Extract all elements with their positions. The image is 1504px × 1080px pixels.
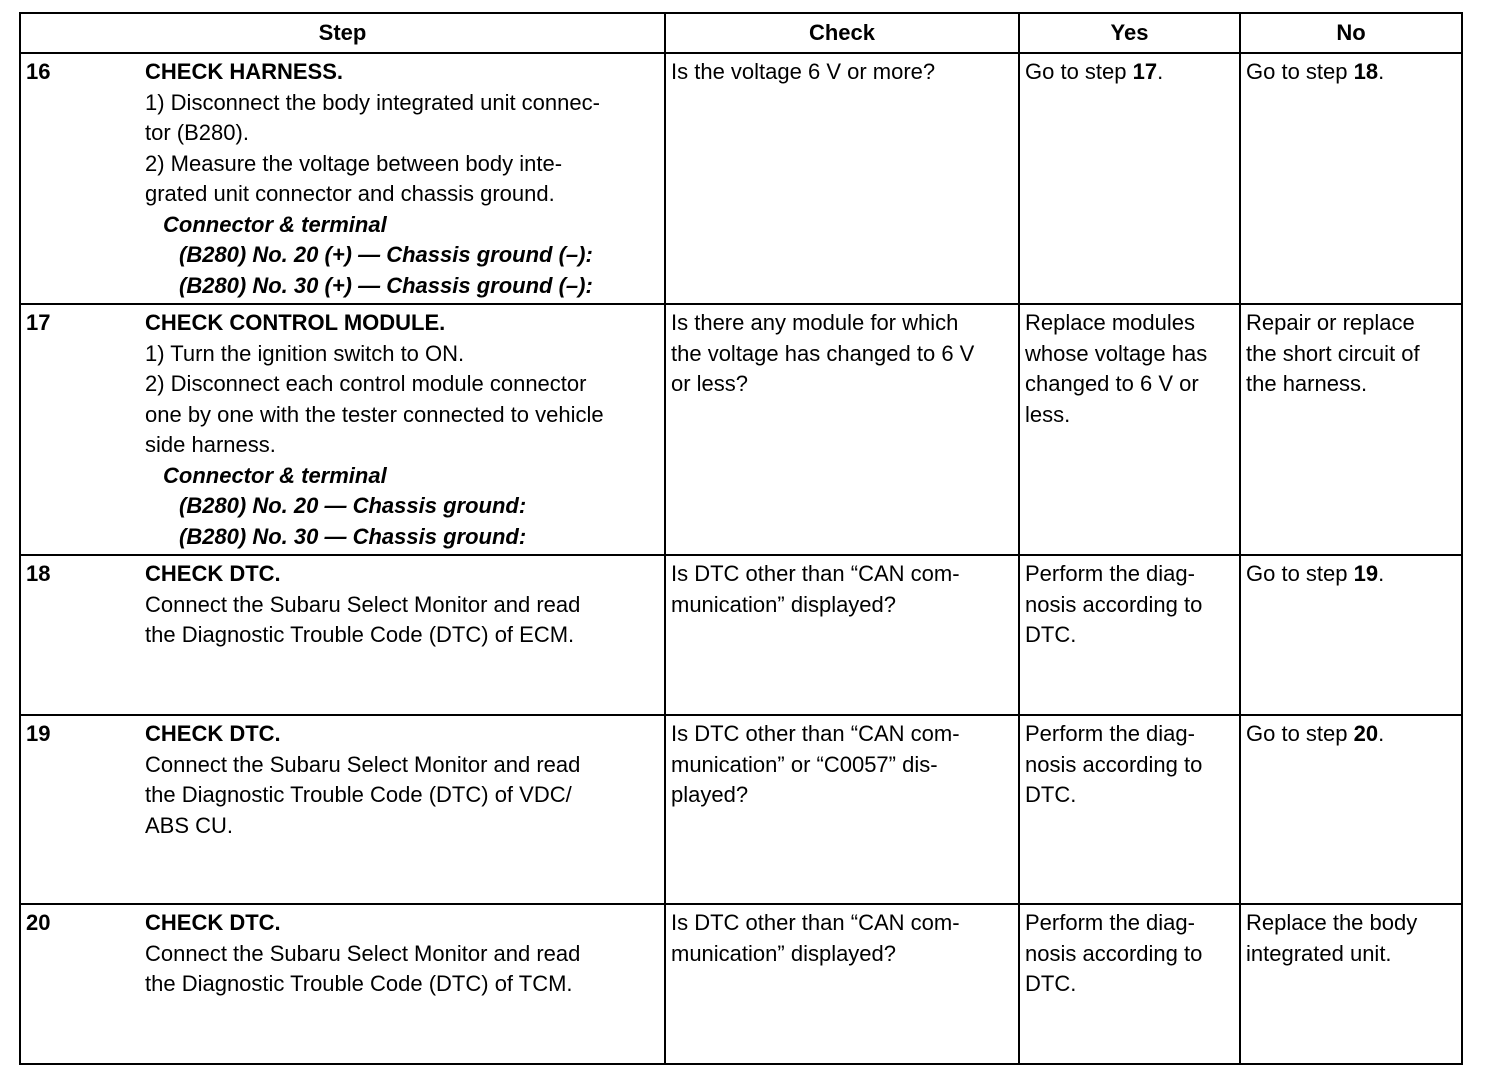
yes-line: nosis according to: [1025, 751, 1203, 777]
header-no: No: [1240, 13, 1462, 53]
check-line: munication” or “C0057” dis-: [671, 751, 938, 777]
step-title: CHECK DTC.: [145, 561, 281, 586]
yes-cell: [1019, 304, 1240, 555]
header-check: Check: [665, 13, 1019, 53]
step-line: Connect the Subaru Select Monitor and read: [145, 751, 581, 777]
check-line: Is DTC other than “CAN com-: [671, 561, 960, 586]
step-cell: [20, 53, 665, 304]
terminal-spec: (B280) No. 30 (+) — Chassis ground (–):: [179, 272, 593, 298]
step-line: tor (B280).: [145, 120, 249, 145]
check-cell: [665, 715, 1019, 904]
no-cell: [1240, 304, 1462, 555]
no-suffix: .: [1378, 721, 1385, 746]
table-row: [20, 555, 1462, 715]
check-line: played?: [671, 782, 749, 807]
step-line: grated unit connector and chassis ground.: [145, 181, 555, 206]
check-line: munication” displayed?: [671, 591, 897, 617]
header-row: [20, 13, 1462, 53]
step-cell: [20, 304, 665, 555]
diagnostic-table: [19, 12, 1463, 1065]
table-row: [20, 53, 1462, 304]
check-cell: [665, 904, 1019, 1064]
header-yes: Yes: [1019, 13, 1240, 53]
step-line: Connect the Subaru Select Monitor and read: [145, 591, 581, 617]
step-line: 2) Measure the voltage between body inte-: [145, 150, 563, 176]
check-line: Is DTC other than “CAN com-: [671, 721, 960, 746]
step-line: Connect the Subaru Select Monitor and read: [145, 940, 581, 966]
no-line: integrated unit.: [1246, 940, 1392, 966]
no-text: Go to step: [1246, 721, 1354, 746]
yes-line: DTC.: [1025, 622, 1077, 647]
no-line: the short circuit of: [1246, 340, 1420, 366]
step-line: the Diagnostic Trouble Code (DTC) of ECM.: [145, 622, 575, 647]
step-line: 1) Disconnect the body integrated unit connec-: [145, 89, 600, 115]
check-cell: [665, 555, 1019, 715]
no-suffix: .: [1378, 59, 1385, 84]
no-step-ref: 18: [1353, 59, 1379, 84]
check-line: munication” displayed?: [671, 940, 897, 966]
step-cell: [20, 904, 665, 1064]
connector-label: Connector & terminal: [163, 462, 387, 488]
yes-line: Perform the diag-: [1025, 721, 1195, 746]
step-number: 18: [26, 561, 51, 586]
yes-cell: [1019, 555, 1240, 715]
yes-line: DTC.: [1025, 782, 1077, 807]
no-cell: [1240, 53, 1462, 304]
yes-line: Perform the diag-: [1025, 910, 1195, 935]
no-text: Go to step: [1246, 561, 1354, 586]
step-line: one by one with the tester connected to vehicle: [145, 401, 604, 427]
no-suffix: .: [1378, 561, 1385, 586]
connector-label: Connector & terminal: [163, 211, 387, 237]
check-cell: [665, 53, 1019, 304]
no-cell: [1240, 904, 1462, 1064]
step-line: the Diagnostic Trouble Code (DTC) of TCM.: [145, 971, 573, 996]
yes-line: nosis according to: [1025, 940, 1203, 966]
yes-cell: [1019, 904, 1240, 1064]
no-cell: [1240, 715, 1462, 904]
step-number: 16: [26, 59, 51, 84]
step-number: 19: [26, 721, 51, 746]
check-cell: [665, 304, 1019, 555]
no-step-ref: 20: [1353, 721, 1379, 746]
no-line: Repair or replace: [1246, 310, 1415, 335]
yes-step-ref: 17: [1132, 59, 1158, 84]
terminal-spec: (B280) No. 30 — Chassis ground:: [179, 523, 527, 549]
no-step-ref: 19: [1353, 561, 1379, 586]
yes-line: less.: [1025, 401, 1071, 427]
no-line: Replace the body: [1246, 910, 1418, 935]
terminal-spec: (B280) No. 20 (+) — Chassis ground (–):: [179, 242, 593, 267]
check-line: Is there any module for which: [671, 310, 959, 335]
step-cell: [20, 715, 665, 904]
step-number: 20: [26, 910, 51, 935]
table-row: [20, 904, 1462, 1064]
terminal-spec: (B280) No. 20 — Chassis ground:: [179, 493, 527, 518]
table-row: [20, 304, 1462, 555]
check-text: Is the voltage 6 V or more?: [671, 59, 936, 84]
step-cell: [20, 555, 665, 715]
yes-line: nosis according to: [1025, 591, 1203, 617]
step-title: CHECK CONTROL MODULE.: [145, 310, 446, 335]
yes-line: whose voltage has: [1025, 340, 1208, 366]
step-line: 1) Turn the ignition switch to ON.: [145, 340, 465, 366]
table-row: [20, 715, 1462, 904]
check-line: Is DTC other than “CAN com-: [671, 910, 960, 935]
yes-line: Perform the diag-: [1025, 561, 1195, 586]
no-cell: [1240, 555, 1462, 715]
step-number: 17: [26, 310, 51, 335]
no-line: the harness.: [1246, 371, 1368, 396]
no-text: Go to step: [1246, 59, 1354, 84]
step-line: 2) Disconnect each control module connector: [145, 371, 587, 396]
yes-cell: [1019, 53, 1240, 304]
yes-line: Replace modules: [1025, 310, 1195, 335]
check-line: the voltage has changed to 6 V: [671, 340, 975, 366]
step-title: CHECK DTC.: [145, 910, 281, 935]
header-step: Step: [20, 13, 665, 53]
step-title: CHECK HARNESS.: [145, 59, 344, 84]
step-line: the Diagnostic Trouble Code (DTC) of VDC/: [145, 782, 572, 807]
check-line: or less?: [671, 371, 749, 396]
step-line: side harness.: [145, 432, 276, 457]
yes-cell: [1019, 715, 1240, 904]
step-line: ABS CU.: [145, 812, 234, 838]
yes-line: DTC.: [1025, 971, 1077, 996]
step-title: CHECK DTC.: [145, 721, 281, 746]
yes-text: Go to step: [1025, 59, 1133, 84]
yes-suffix: .: [1157, 59, 1164, 84]
yes-line: changed to 6 V or: [1025, 371, 1199, 396]
